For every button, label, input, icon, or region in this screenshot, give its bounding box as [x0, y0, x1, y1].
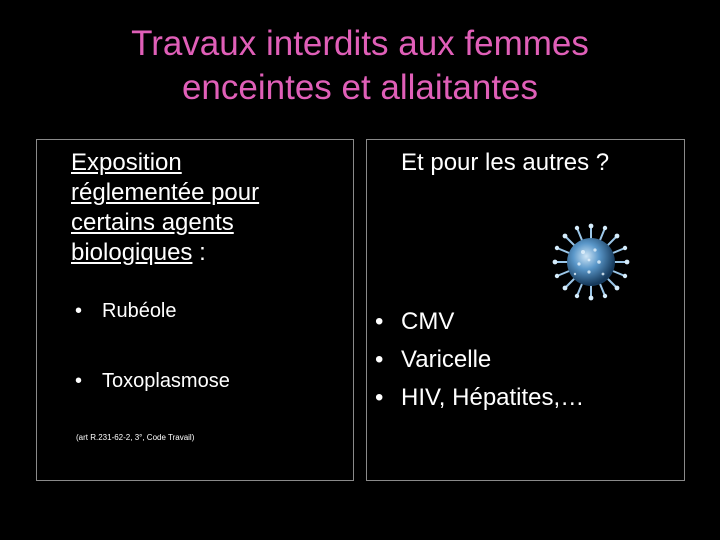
left-heading-line-4-text: biologiques	[71, 239, 193, 266]
list-item	[75, 370, 230, 393]
bullet-dot-icon: •	[375, 308, 384, 335]
left-panel-heading	[71, 148, 259, 268]
left-heading-suffix: :	[192, 239, 206, 266]
left-heading-line-3: certains agents	[71, 209, 234, 236]
left-panel	[36, 139, 354, 481]
list-item	[75, 300, 177, 323]
right-panel-heading: Et pour les autres ?	[401, 149, 610, 176]
list-item	[375, 308, 454, 336]
bullet-dot-icon: •	[75, 300, 83, 322]
list-item-label: CMV	[401, 308, 455, 335]
list-item-label: Rubéole	[102, 300, 177, 322]
bullet-dot-icon: •	[75, 370, 83, 392]
list-item-label: Toxoplasmose	[102, 370, 230, 392]
list-item-label: Varicelle	[401, 346, 492, 373]
slide-title	[0, 22, 720, 110]
left-heading-line-2: réglementée pour	[71, 179, 260, 206]
bullet-dot-icon: •	[375, 346, 384, 373]
virus-icon	[547, 220, 635, 304]
bullet-dot-icon: •	[375, 384, 384, 411]
left-heading-line-4	[71, 238, 259, 268]
list-item	[375, 384, 584, 412]
slide-title-line-2: enceintes et allaitantes	[181, 68, 539, 107]
list-item-label: HIV, Hépatites,…	[401, 384, 585, 411]
right-panel	[366, 139, 685, 481]
legal-footnote: (art R.231-62-2, 3°, Code Travail)	[76, 433, 195, 442]
slide-title-line-1: Travaux interdits aux femmes	[131, 24, 589, 63]
left-heading-line-1: Exposition	[71, 149, 182, 176]
list-item	[375, 346, 491, 374]
